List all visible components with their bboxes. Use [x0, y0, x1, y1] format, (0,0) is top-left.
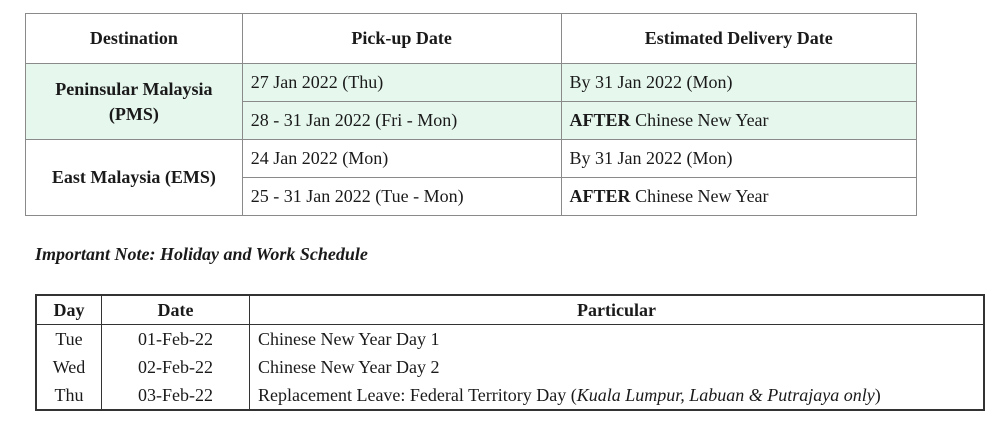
pickup-date-cell: 28 - 31 Jan 2022 (Fri - Mon)	[242, 102, 561, 140]
table-row	[26, 64, 917, 102]
particular-cell	[250, 381, 985, 410]
column-header-date: Date	[102, 295, 250, 325]
column-header-estimated-delivery: Estimated Delivery Date	[561, 14, 916, 64]
destination-cell-ems: East Malaysia (EMS)	[26, 140, 243, 216]
pickup-date-cell: 24 Jan 2022 (Mon)	[242, 140, 561, 178]
particular-cell: Chinese New Year Day 1	[250, 325, 985, 354]
delivery-date-cell: By 31 Jan 2022 (Mon)	[561, 140, 916, 178]
delivery-date-cell	[561, 102, 916, 140]
date-cell: 02-Feb-22	[102, 353, 250, 381]
day-cell: Thu	[36, 381, 102, 410]
after-emphasis: AFTER	[569, 110, 631, 130]
date-cell: 03-Feb-22	[102, 381, 250, 410]
destination-pms-code: (PMS)	[108, 103, 159, 124]
column-header-destination: Destination	[26, 14, 243, 64]
particular-cell: Chinese New Year Day 2	[250, 353, 985, 381]
day-cell: Wed	[36, 353, 102, 381]
column-header-pickup-date: Pick-up Date	[242, 14, 561, 64]
table-row	[36, 325, 984, 354]
table-row	[36, 353, 984, 381]
delivery-rest-text: Chinese New Year	[630, 186, 769, 206]
particular-italic-text: Kuala Lumpur, Labuan & Putrajaya only	[576, 384, 875, 405]
particular-close-paren: )	[874, 384, 881, 405]
destination-pms-label: Peninsular Malaysia	[55, 79, 213, 100]
table-row	[36, 381, 984, 410]
column-header-day: Day	[36, 295, 102, 325]
delivery-rest-text: Chinese New Year	[630, 110, 769, 130]
particular-plain-text: Replacement Leave: Federal Territory Day (	[258, 384, 577, 405]
after-emphasis: AFTER	[569, 186, 631, 206]
day-cell: Tue	[36, 325, 102, 354]
important-note-heading: Important Note: Holiday and Work Schedule	[35, 244, 368, 264]
table-header-row	[36, 295, 984, 325]
delivery-date-cell: By 31 Jan 2022 (Mon)	[561, 64, 916, 102]
table-row	[26, 140, 917, 178]
destination-cell-pms	[26, 64, 243, 140]
pickup-date-cell: 25 - 31 Jan 2022 (Tue - Mon)	[242, 178, 561, 216]
pickup-date-cell: 27 Jan 2022 (Thu)	[242, 64, 561, 102]
delivery-date-cell	[561, 178, 916, 216]
date-cell: 01-Feb-22	[102, 325, 250, 354]
delivery-schedule-table	[25, 13, 917, 216]
table-header-row	[26, 14, 917, 64]
holiday-schedule-table	[35, 294, 985, 411]
column-header-particular: Particular	[250, 295, 985, 325]
